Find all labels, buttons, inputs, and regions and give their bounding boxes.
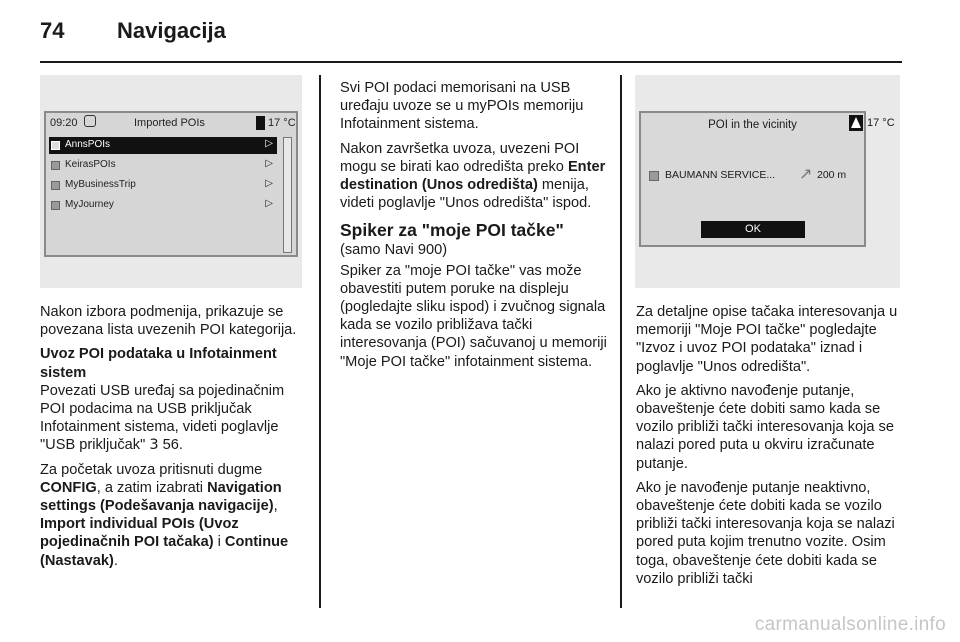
column-3: [636, 303, 904, 594]
poi-list-item-label: MyBusinessTrip: [65, 179, 136, 190]
clock-label: 09:20: [50, 117, 78, 129]
poi-category-icon: [51, 141, 60, 150]
poi-category-icon: [51, 181, 60, 190]
phone-icon: [256, 116, 265, 130]
paragraph: Nakon završetka uvoza, uvezeni POI mogu se birati kao odredišta preko Enter destination (Unos odredišta) menija, videti poglavlje "Unos odredišta" ispod.: [340, 140, 606, 212]
poi-list-item[interactable]: [49, 177, 277, 194]
column-divider-right: [620, 75, 622, 608]
imported-pois-figure: [40, 75, 302, 288]
paragraph: (samo Navi 900): [340, 242, 448, 259]
paragraph: Za početak uvoza pritisnuti dugme CONFIG, a zatim izabrati Navigation settings (Podešavanja navigacije), Import individual POIs (Uvoz pojedinačnih POI tačaka) i Continue (Nastavak).: [40, 461, 289, 569]
paragraph: Svi POI podaci memorisani na USB uređaju uvoze se u myPOIs memoriju Infotainment sistema.: [340, 80, 584, 133]
imported-pois-screen: [44, 111, 298, 257]
poi-category-icon: [51, 161, 60, 170]
section-heading: Uvoz POI podataka u Infotainment sistem: [40, 346, 277, 381]
poi-list-item[interactable]: [49, 197, 277, 214]
poi-category-icon: [649, 171, 659, 181]
page-reference-icon: 3: [149, 436, 159, 454]
section-heading: Spiker za "moje POI tačke": [340, 220, 564, 241]
temperature-label: 17 °C: [867, 117, 895, 129]
column-2: [340, 79, 608, 377]
paragraph: Povezati USB uređaj sa pojedinačnim POI podacima na USB priključak Infotainment sistema, videti poglavlje "USB priključak" 3 56.: [40, 382, 285, 454]
poi-list-item-label: KeirasPOIs: [65, 159, 116, 170]
page-title: Navigacija: [117, 18, 226, 43]
paragraph: Ako je aktivno navođenje putanje, obaveštenje ćete dobiti samo kada se vozilo približi tački interesovanja koja se nalazi pored puta u okviru izračunate putanje.: [636, 382, 894, 472]
chevron-right-icon: ▷: [265, 198, 273, 209]
column-divider-left: [319, 75, 321, 608]
chevron-right-icon: ▷: [265, 178, 273, 189]
poi-list-item-label: MyJourney: [65, 199, 114, 210]
poi-list-item[interactable]: [49, 157, 277, 174]
column-1: [40, 303, 310, 576]
poi-folder-icon: [84, 115, 96, 127]
warning-icon: [849, 115, 863, 131]
chevron-right-icon: ▷: [265, 138, 273, 149]
poi-entry-label: BAUMANN SERVICE...: [665, 169, 776, 181]
direction-arrow-icon: ↗: [799, 166, 813, 183]
paragraph: Spiker za "moje POI tačke" vas može obavestiti putem poruke na displeju (pogledajte sliku ispod) i zvučnog signala kada se vozilo približava tački interesovanja (POI) sačuvanoj u memoriji "Moje POI tačke" infotainment sistema.: [340, 262, 607, 370]
poi-list-item[interactable]: [49, 137, 277, 154]
paragraph: Ako je navođenje putanje neaktivno, obaveštenje ćete dobiti kada se vozilo približi tački interesovanja koja se nalazi pored puta kojim trenutno vozite. Osim toga, obaveštenje ćete dobiti kada se vozilo približi tački: [636, 479, 895, 587]
header-divider: [40, 61, 902, 63]
poi-vicinity-screen: [639, 111, 866, 247]
poi-vicinity-figure: [635, 75, 900, 288]
chevron-right-icon: ▷: [265, 158, 273, 169]
screen-title: Imported POIs: [134, 117, 205, 129]
temperature-label: 17 °C: [268, 117, 296, 129]
ok-button[interactable]: OK: [701, 221, 805, 238]
screen-title: POI in the vicinity: [708, 119, 797, 131]
poi-list-item-label: AnnsPOIs: [65, 139, 111, 150]
list-scrollbar[interactable]: [283, 137, 292, 253]
paragraph: Nakon izbora podmenija, prikazuje se povezana lista uvezenih POI kategorija.: [40, 304, 297, 339]
paragraph: Za detaljne opise tačaka interesovanja u memoriji "Moje POI tačke" pogledajte "Izvoz i uvoz POI podataka" iznad i poglavlje "Unos odredišta".: [636, 304, 898, 375]
poi-category-icon: [51, 201, 60, 210]
watermark: carmanualsonline.info: [754, 614, 946, 635]
screen-status-bar: [46, 113, 296, 135]
page-number: 74: [40, 18, 65, 43]
distance-label: 200 m: [817, 169, 847, 181]
